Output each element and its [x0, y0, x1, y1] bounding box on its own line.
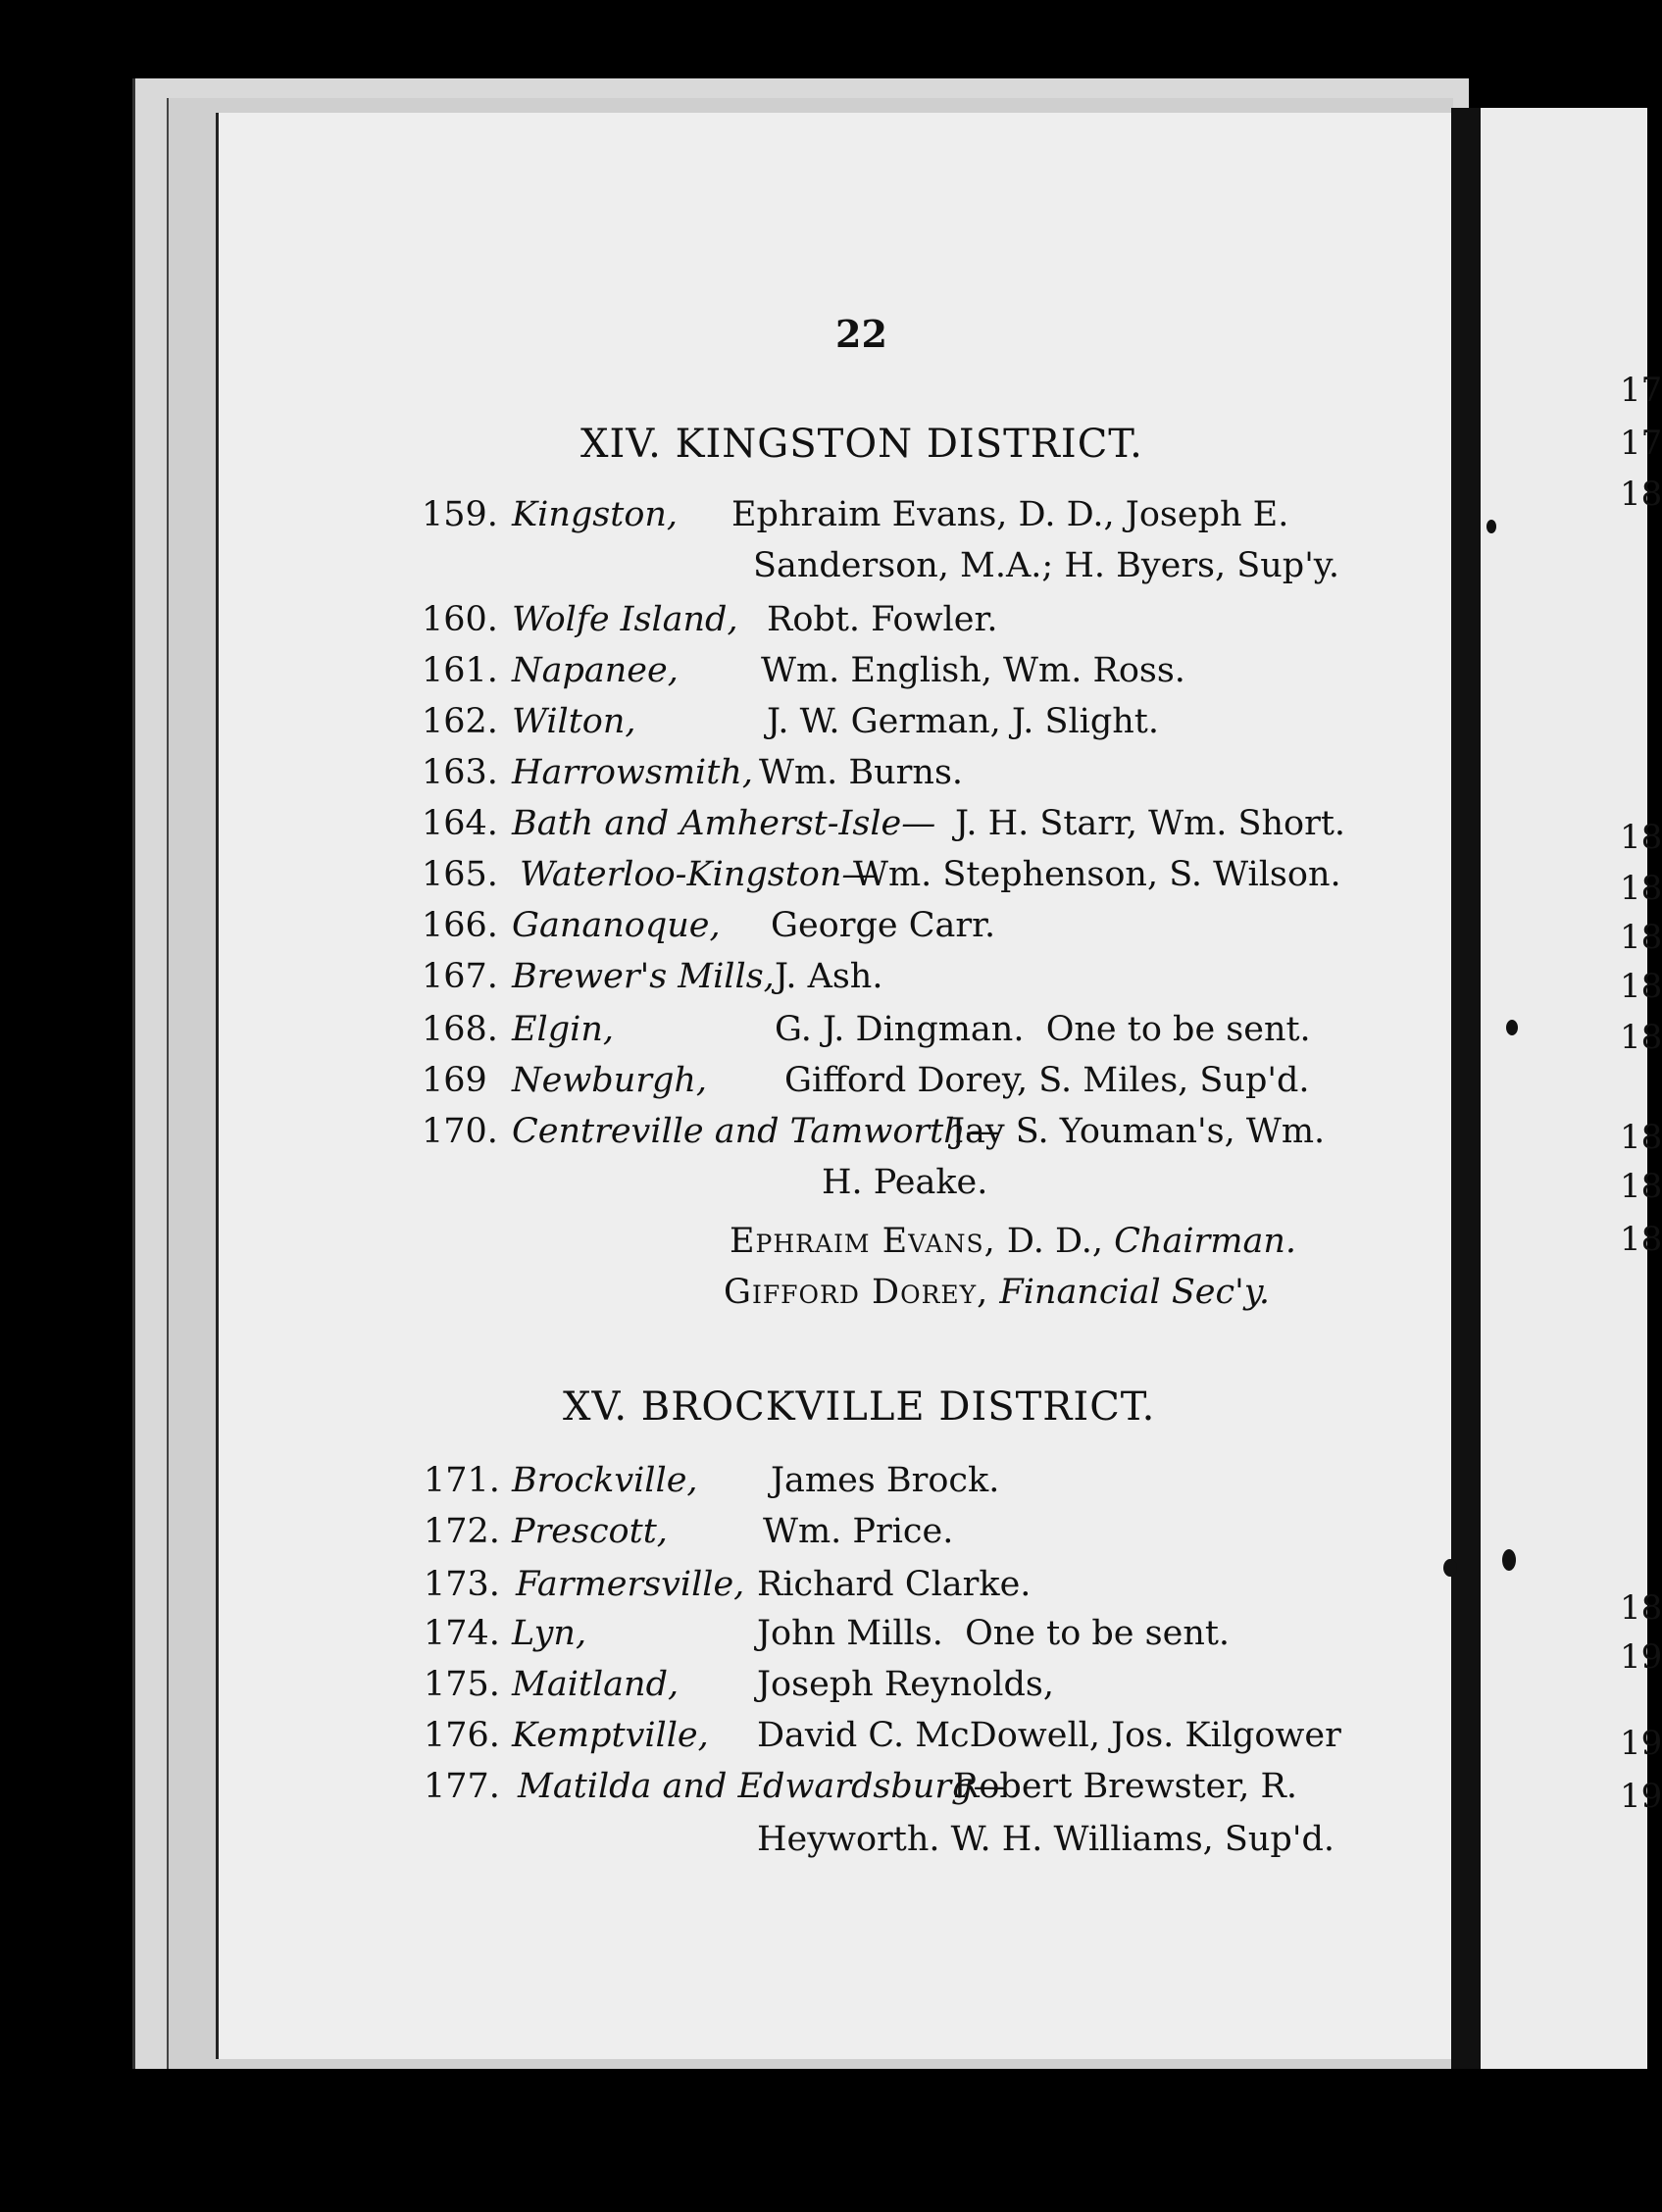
- entry-place: Harrowsmith,: [512, 753, 753, 792]
- entry-place: Elgin,: [512, 1010, 615, 1049]
- entry-number: 177.: [424, 1767, 500, 1806]
- entry-ministers: Robert Brewster, R.: [953, 1767, 1297, 1806]
- entry-place: Matilda and Edwardsburg—: [518, 1767, 1008, 1806]
- facing-page-fragment: 19: [1620, 1777, 1662, 1816]
- entry-ministers: J. H. Starr, Wm. Short.: [955, 804, 1346, 843]
- signature-role: Chairman.: [1114, 1222, 1296, 1261]
- entry-place: Kingston,: [512, 495, 679, 534]
- signature-name: Gifford Dorey,: [724, 1273, 989, 1312]
- facing-page-fragment: 19: [1620, 1637, 1662, 1677]
- facing-page-fragment: 17: [1620, 371, 1662, 410]
- entry-ministers: Ephraim Evans, D. D., Joseph E.: [731, 495, 1289, 534]
- entry-ministers: James Brock.: [771, 1461, 1000, 1500]
- signature-degree: D. D.,: [995, 1222, 1104, 1261]
- entry-ministers: Gifford Dorey, S. Miles, Sup'd.: [784, 1061, 1310, 1100]
- entry-ministers: Joseph Reynolds,: [757, 1665, 1054, 1704]
- entry-ministers: Richard Clarke.: [757, 1565, 1032, 1604]
- entry-number: 172.: [424, 1512, 500, 1551]
- facing-page-fragment: 18: [1620, 1220, 1662, 1259]
- entry-ministers: George Carr.: [771, 906, 996, 945]
- entry-place: Brockville,: [512, 1461, 698, 1500]
- entry-place: Wilton,: [512, 702, 636, 741]
- facing-page-fragment: 19: [1620, 1724, 1662, 1763]
- entry-place: Newburgh,: [512, 1061, 708, 1100]
- signature-name: Ephraim Evans,: [730, 1222, 996, 1261]
- entry-number: 160.: [422, 600, 498, 639]
- entry-number: 164.: [422, 804, 498, 843]
- entry-place: Maitland,: [512, 1665, 680, 1704]
- entry-number: 171.: [424, 1461, 500, 1500]
- entry-ministers: G. J. Dingman. One to be sent.: [775, 1010, 1311, 1049]
- section-heading-kingston: XIV. KINGSTON DISTRICT.: [580, 422, 1143, 467]
- facing-page-fragment: 18: [1620, 967, 1662, 1006]
- entry-number: 169: [422, 1061, 487, 1100]
- entry-number: 165.: [422, 855, 498, 894]
- entry-number: 175.: [424, 1665, 500, 1704]
- entry-ministers: Wm. Price.: [763, 1512, 954, 1551]
- scan-speck: [1486, 520, 1496, 533]
- entry-ministers: Jay S. Youman's, Wm.: [951, 1112, 1326, 1151]
- facing-page-fragment: 18: [1620, 818, 1662, 857]
- entry-ministers-continued: H. Peake.: [822, 1163, 988, 1202]
- entry-place: Kemptville,: [512, 1716, 709, 1755]
- entry-ministers: Wm. Stephenson, S. Wilson.: [853, 855, 1341, 894]
- entry-number: 163.: [422, 753, 498, 792]
- entry-number: 166.: [422, 906, 498, 945]
- entry-place: Lyn,: [512, 1614, 587, 1653]
- facing-page-fragment: 18: [1620, 869, 1662, 908]
- entry-place: Napanee,: [512, 651, 679, 690]
- entry-ministers: Wm. Burns.: [759, 753, 964, 792]
- entry-number: 161.: [422, 651, 498, 690]
- section-heading-brockville: XV. BROCKVILLE DISTRICT.: [563, 1384, 1156, 1430]
- entry-ministers-continued: Heyworth. W. H. Williams, Sup'd.: [757, 1820, 1335, 1859]
- entry-ministers: John Mills. One to be sent.: [757, 1614, 1231, 1653]
- signature-role: Financial Sec'y.: [999, 1273, 1270, 1312]
- facing-page-fragment: 18: [1620, 475, 1662, 514]
- facing-page-fragment: 18: [1620, 1018, 1662, 1057]
- facing-page-fragment: 18: [1620, 1118, 1662, 1157]
- entry-number: 168.: [422, 1010, 498, 1049]
- entry-number: 174.: [424, 1614, 500, 1653]
- entry-ministers: Robt. Fowler.: [767, 600, 998, 639]
- book-gutter: [1451, 108, 1481, 2069]
- entry-place: Centreville and Tamworth—: [512, 1112, 1000, 1151]
- facing-page-fragment: 18: [1620, 1588, 1662, 1628]
- entry-number: 170.: [422, 1112, 498, 1151]
- entry-ministers-continued: Sanderson, M.A.; H. Byers, Sup'y.: [753, 546, 1340, 585]
- entry-ministers: J. Ash.: [775, 957, 883, 996]
- entry-place: Gananoque,: [512, 906, 721, 945]
- entry-number: 167.: [422, 957, 498, 996]
- entry-ministers: Wm. English, Wm. Ross.: [761, 651, 1185, 690]
- entry-ministers: J. W. German, J. Slight.: [767, 702, 1159, 741]
- entry-place: Brewer's Mills,: [512, 957, 775, 996]
- scan-speck: [1443, 1559, 1457, 1577]
- facing-page-fragment: 18: [1620, 1167, 1662, 1206]
- scan-speck: [1502, 1549, 1516, 1571]
- entry-number: 162.: [422, 702, 498, 741]
- entry-place: Bath and Amherst-Isle—: [512, 804, 936, 843]
- entry-number: 159.: [422, 495, 498, 534]
- entry-place: Waterloo-Kingston—: [520, 855, 877, 894]
- signature-financial-secretary: [724, 1273, 1270, 1312]
- entry-number: 173.: [424, 1565, 500, 1604]
- entry-place: Farmersville,: [516, 1565, 745, 1604]
- scan-speck: [1506, 1020, 1518, 1035]
- entry-place: Wolfe Island,: [512, 600, 738, 639]
- facing-page: [1481, 108, 1662, 2069]
- signature-chairman: [730, 1222, 1296, 1261]
- entry-number: 176.: [424, 1716, 500, 1755]
- page-number: 22: [835, 312, 887, 356]
- entry-ministers: David C. McDowell, Jos. Kilgower: [757, 1716, 1341, 1755]
- facing-page-fragment: 17: [1620, 424, 1662, 463]
- entry-place: Prescott,: [512, 1512, 668, 1551]
- facing-page-fragment: 18: [1620, 918, 1662, 957]
